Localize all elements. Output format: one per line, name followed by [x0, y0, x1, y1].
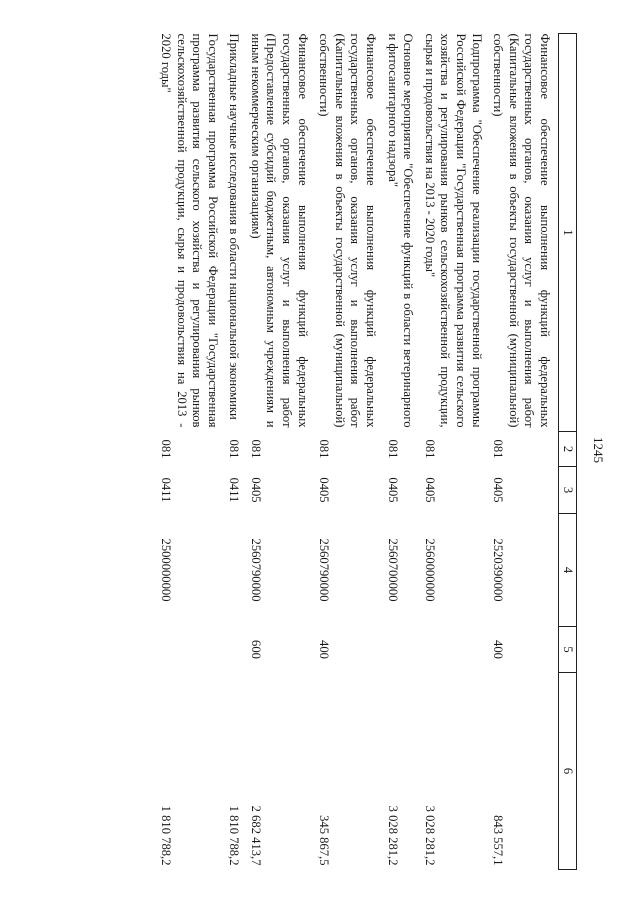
header-row	[559, 34, 577, 870]
row-ministry-code: 081	[227, 439, 242, 459]
row-expense-type: 600	[248, 640, 263, 659]
rotated-page	[30, 15, 620, 885]
row-target-article: 2560790000	[248, 538, 263, 602]
header-cell-5: 5	[559, 627, 577, 673]
row-expense-type	[226, 627, 248, 673]
row-section-code: 0405	[248, 477, 263, 503]
row-name: Финансовое обеспечение выполнения функций федеральных государственных органов, оказания услуг и выполнения работ (Предоставление субсидий бюджетным, автономным учреждениям и иным некоммерческим организациям)	[248, 33, 310, 428]
row-section-code: 0405	[317, 477, 332, 503]
header-cell-2: 2	[559, 432, 577, 467]
row-amount: 1 810 788,2	[158, 805, 173, 866]
header-cell-6: 6	[559, 673, 577, 870]
table-body	[157, 34, 576, 870]
row-amount: 3 028 281,2	[422, 805, 437, 866]
row-target-article: 2560700000	[385, 538, 400, 602]
row-section-code: 0405	[491, 477, 506, 503]
row-ministry-code: 081	[317, 439, 332, 459]
row-target-article	[226, 514, 248, 627]
row-section-code: 0411	[227, 477, 242, 503]
row-ministry-code: 081	[158, 439, 173, 459]
row-ministry-code: 081	[248, 439, 263, 459]
table-row	[247, 34, 315, 870]
row-name: Прикладные научные исследования в области национальной экономики	[227, 33, 242, 420]
row-name: Подпрограмма "Обеспечение реализации государственной программы Российской Федерации "Государственная программа развития сельского хозяйства и регулирования рынков сельскохозяйственной продукции, сырья и продовольствия на 2013 - 2020 годы"	[422, 33, 484, 428]
table-row	[226, 34, 248, 870]
row-section-code: 0405	[385, 477, 400, 503]
row-name: Финансовое обеспечение выполнения функций федеральных государственных органов, оказания услуг и выполнения работ (Капитальные вложения в объекты государственной (муниципальной) собственности)	[317, 33, 379, 428]
row-expense-type: 400	[317, 640, 332, 659]
budget-table	[157, 33, 577, 870]
row-ministry-code: 081	[422, 439, 437, 459]
row-expense-type: 400	[491, 640, 506, 659]
header-cell-1: 1	[559, 34, 577, 432]
row-amount: 1 810 788,2	[227, 805, 242, 866]
table-row	[316, 34, 384, 870]
row-ministry-code: 081	[385, 439, 400, 459]
header-cell-3: 3	[559, 467, 577, 514]
row-amount: 843 557,1	[491, 815, 506, 866]
table-row	[490, 34, 559, 870]
row-ministry-code: 081	[491, 439, 506, 459]
table-row	[421, 34, 489, 870]
row-name: Основное мероприятие "Обеспечение функций в области ветеринарного и фитосанитарного надзора"	[385, 33, 416, 428]
row-expense-type	[157, 627, 225, 673]
row-name: Финансовое обеспечение выполнения функций федеральных государственных органов, оказания услуг и выполнения работ (Капитальные вложения в объекты государственной (муниципальной) собственности)	[491, 33, 552, 428]
row-target-article: 2560000000	[422, 538, 437, 602]
table-row	[157, 34, 225, 870]
row-expense-type	[421, 627, 489, 673]
row-target-article: 2560790000	[317, 538, 332, 602]
header-cell-4: 4	[559, 514, 577, 627]
row-section-code: 0405	[422, 477, 437, 503]
row-expense-type	[384, 627, 421, 673]
row-section-code: 0411	[158, 477, 173, 503]
row-name: Государственная программа Российской Федерации "Государственная программа развития сельского хозяйства и регулирования рынков сельскохозяйственной продукции, сырья и продовольствия на 2013 - 2020 годы"	[158, 33, 220, 428]
page-number: 1245	[591, 437, 606, 463]
row-amount: 3 028 281,2	[385, 805, 400, 866]
row-target-article: 2500000000	[158, 538, 173, 602]
row-amount: 345 867,5	[317, 815, 332, 866]
table-row	[384, 34, 421, 870]
row-target-article: 2520390000	[491, 538, 506, 602]
row-amount: 2 682 413,7	[248, 805, 263, 866]
